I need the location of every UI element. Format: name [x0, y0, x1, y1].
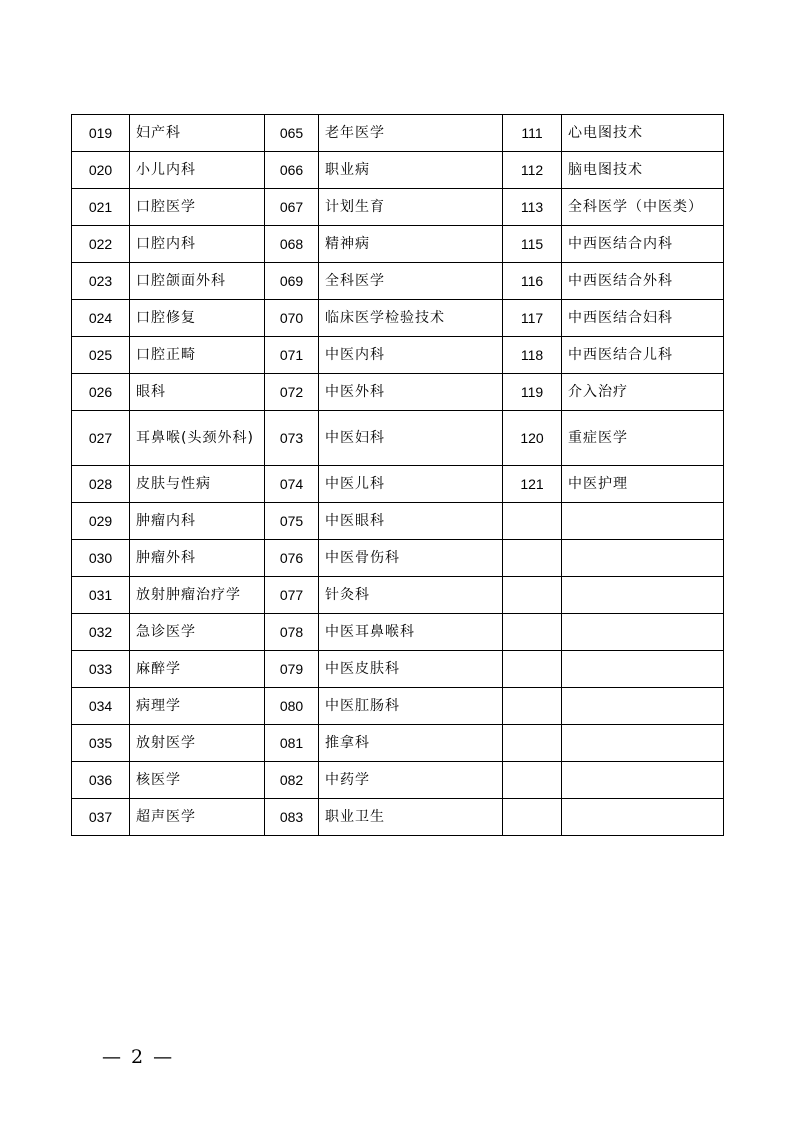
specialty-code-cell: 027: [72, 411, 130, 466]
specialty-name-cell: 放射医学: [130, 725, 265, 762]
specialty-code-cell: 081: [265, 725, 319, 762]
specialty-code-cell: 075: [265, 503, 319, 540]
specialty-code-cell: 070: [265, 300, 319, 337]
specialty-code-cell: [503, 614, 562, 651]
table-row: [72, 115, 724, 152]
specialty-name-cell: 介入治疗: [562, 374, 724, 411]
specialty-name-cell: 肿瘤外科: [130, 540, 265, 577]
specialty-name-cell: 中西医结合内科: [562, 226, 724, 263]
specialty-code-cell: [503, 577, 562, 614]
table-row: [72, 226, 724, 263]
table-row: [72, 577, 724, 614]
specialty-name-cell: 妇产科: [130, 115, 265, 152]
specialty-name-cell: 计划生育: [319, 189, 503, 226]
specialty-name-cell: [562, 577, 724, 614]
table-row: [72, 725, 724, 762]
specialty-code-cell: 113: [503, 189, 562, 226]
table-row: [72, 651, 724, 688]
specialty-name-cell: 中医皮肤科: [319, 651, 503, 688]
specialty-code-cell: 082: [265, 762, 319, 799]
specialty-name-cell: 全科医学（中医类）: [562, 189, 724, 226]
specialty-name-cell: 皮肤与性病: [130, 466, 265, 503]
specialty-code-cell: 072: [265, 374, 319, 411]
specialty-code-cell: [503, 688, 562, 725]
specialty-name-cell: 推拿科: [319, 725, 503, 762]
specialty-name-cell: 重症医学: [562, 411, 724, 466]
specialty-code-cell: 036: [72, 762, 130, 799]
specialty-code-cell: 120: [503, 411, 562, 466]
specialty-name-cell: 耳鼻喉(头颈外科): [130, 411, 265, 466]
specialty-name-cell: 中西医结合外科: [562, 263, 724, 300]
specialty-name-cell: [562, 540, 724, 577]
table-row: [72, 540, 724, 577]
specialty-name-cell: 针灸科: [319, 577, 503, 614]
specialty-code-cell: 030: [72, 540, 130, 577]
specialty-name-cell: 眼科: [130, 374, 265, 411]
specialty-name-cell: 中医耳鼻喉科: [319, 614, 503, 651]
specialty-code-cell: 031: [72, 577, 130, 614]
specialty-name-cell: 放射肿瘤治疗学: [130, 577, 265, 614]
specialty-name-cell: 超声医学: [130, 799, 265, 836]
specialty-name-cell: 中西医结合儿科: [562, 337, 724, 374]
specialty-code-cell: 028: [72, 466, 130, 503]
specialty-name-cell: [562, 725, 724, 762]
specialty-name-cell: 口腔医学: [130, 189, 265, 226]
specialty-name-cell: 核医学: [130, 762, 265, 799]
specialty-code-cell: 035: [72, 725, 130, 762]
specialty-table-body: [72, 115, 724, 836]
specialty-code-cell: 071: [265, 337, 319, 374]
specialty-name-cell: 中医外科: [319, 374, 503, 411]
page-number: — 2 —: [102, 1046, 175, 1068]
specialty-code-cell: 066: [265, 152, 319, 189]
specialty-name-cell: 职业卫生: [319, 799, 503, 836]
specialty-name-cell: 急诊医学: [130, 614, 265, 651]
specialty-name-cell: 中医眼科: [319, 503, 503, 540]
specialty-name-cell: [562, 651, 724, 688]
specialty-name-cell: 中医儿科: [319, 466, 503, 503]
specialty-name-cell: [562, 503, 724, 540]
specialty-code-cell: [503, 651, 562, 688]
specialty-code-cell: 080: [265, 688, 319, 725]
specialty-code-cell: 033: [72, 651, 130, 688]
specialty-code-cell: [503, 725, 562, 762]
specialty-code-cell: 115: [503, 226, 562, 263]
specialty-name-cell: 心电图技术: [562, 115, 724, 152]
specialty-code-cell: 069: [265, 263, 319, 300]
specialty-code-cell: 019: [72, 115, 130, 152]
specialty-code-cell: 037: [72, 799, 130, 836]
specialty-code-cell: 073: [265, 411, 319, 466]
specialty-name-cell: 老年医学: [319, 115, 503, 152]
specialty-code-cell: [503, 540, 562, 577]
specialty-name-cell: 中医内科: [319, 337, 503, 374]
specialty-code-cell: 121: [503, 466, 562, 503]
table-row: [72, 374, 724, 411]
specialty-name-cell: 肿瘤内科: [130, 503, 265, 540]
specialty-name-cell: 职业病: [319, 152, 503, 189]
specialty-code-cell: 079: [265, 651, 319, 688]
specialty-code-cell: 083: [265, 799, 319, 836]
specialty-name-cell: 精神病: [319, 226, 503, 263]
table-row: [72, 411, 724, 466]
specialty-name-cell: 麻醉学: [130, 651, 265, 688]
specialty-code-cell: 112: [503, 152, 562, 189]
specialty-name-cell: 口腔正畸: [130, 337, 265, 374]
specialty-name-cell: 脑电图技术: [562, 152, 724, 189]
specialty-name-cell: 中医肛肠科: [319, 688, 503, 725]
specialty-code-cell: 111: [503, 115, 562, 152]
specialty-code-cell: 065: [265, 115, 319, 152]
specialty-name-cell: 中药学: [319, 762, 503, 799]
table-row: [72, 263, 724, 300]
specialty-name-cell: [562, 688, 724, 725]
specialty-code-cell: 023: [72, 263, 130, 300]
specialty-name-cell: 口腔内科: [130, 226, 265, 263]
specialty-code-cell: 077: [265, 577, 319, 614]
table-row: [72, 799, 724, 836]
specialty-code-cell: 029: [72, 503, 130, 540]
specialty-code-cell: 067: [265, 189, 319, 226]
specialty-name-cell: [562, 799, 724, 836]
specialty-code-cell: 020: [72, 152, 130, 189]
specialty-code-cell: [503, 762, 562, 799]
specialty-code-cell: [503, 503, 562, 540]
specialty-name-cell: 口腔修复: [130, 300, 265, 337]
table-row: [72, 189, 724, 226]
table-row: [72, 152, 724, 189]
specialty-name-cell: [562, 762, 724, 799]
table-row: [72, 503, 724, 540]
table-row: [72, 762, 724, 799]
specialty-name-cell: 全科医学: [319, 263, 503, 300]
specialty-code-cell: 118: [503, 337, 562, 374]
specialty-code-cell: 117: [503, 300, 562, 337]
specialty-code-cell: 026: [72, 374, 130, 411]
specialty-code-cell: 116: [503, 263, 562, 300]
table-row: [72, 614, 724, 651]
specialty-code-cell: 078: [265, 614, 319, 651]
specialty-code-cell: 068: [265, 226, 319, 263]
specialty-code-cell: [503, 799, 562, 836]
specialty-code-cell: 074: [265, 466, 319, 503]
specialty-name-cell: 小儿内科: [130, 152, 265, 189]
specialty-name-cell: 病理学: [130, 688, 265, 725]
table-row: [72, 466, 724, 503]
specialty-code-cell: 119: [503, 374, 562, 411]
specialty-name-cell: 中医护理: [562, 466, 724, 503]
specialty-code-cell: 024: [72, 300, 130, 337]
table-row: [72, 337, 724, 374]
specialty-table: [71, 114, 724, 836]
specialty-code-cell: 021: [72, 189, 130, 226]
specialty-code-cell: 022: [72, 226, 130, 263]
specialty-code-cell: 025: [72, 337, 130, 374]
specialty-name-cell: 中西医结合妇科: [562, 300, 724, 337]
specialty-name-cell: 临床医学检验技术: [319, 300, 503, 337]
specialty-code-cell: 076: [265, 540, 319, 577]
specialty-name-cell: 中医骨伤科: [319, 540, 503, 577]
table-row: [72, 688, 724, 725]
specialty-name-cell: [562, 614, 724, 651]
table-row: [72, 300, 724, 337]
specialty-code-cell: 032: [72, 614, 130, 651]
specialty-code-cell: 034: [72, 688, 130, 725]
specialty-name-cell: 中医妇科: [319, 411, 503, 466]
specialty-name-cell: 口腔颌面外科: [130, 263, 265, 300]
